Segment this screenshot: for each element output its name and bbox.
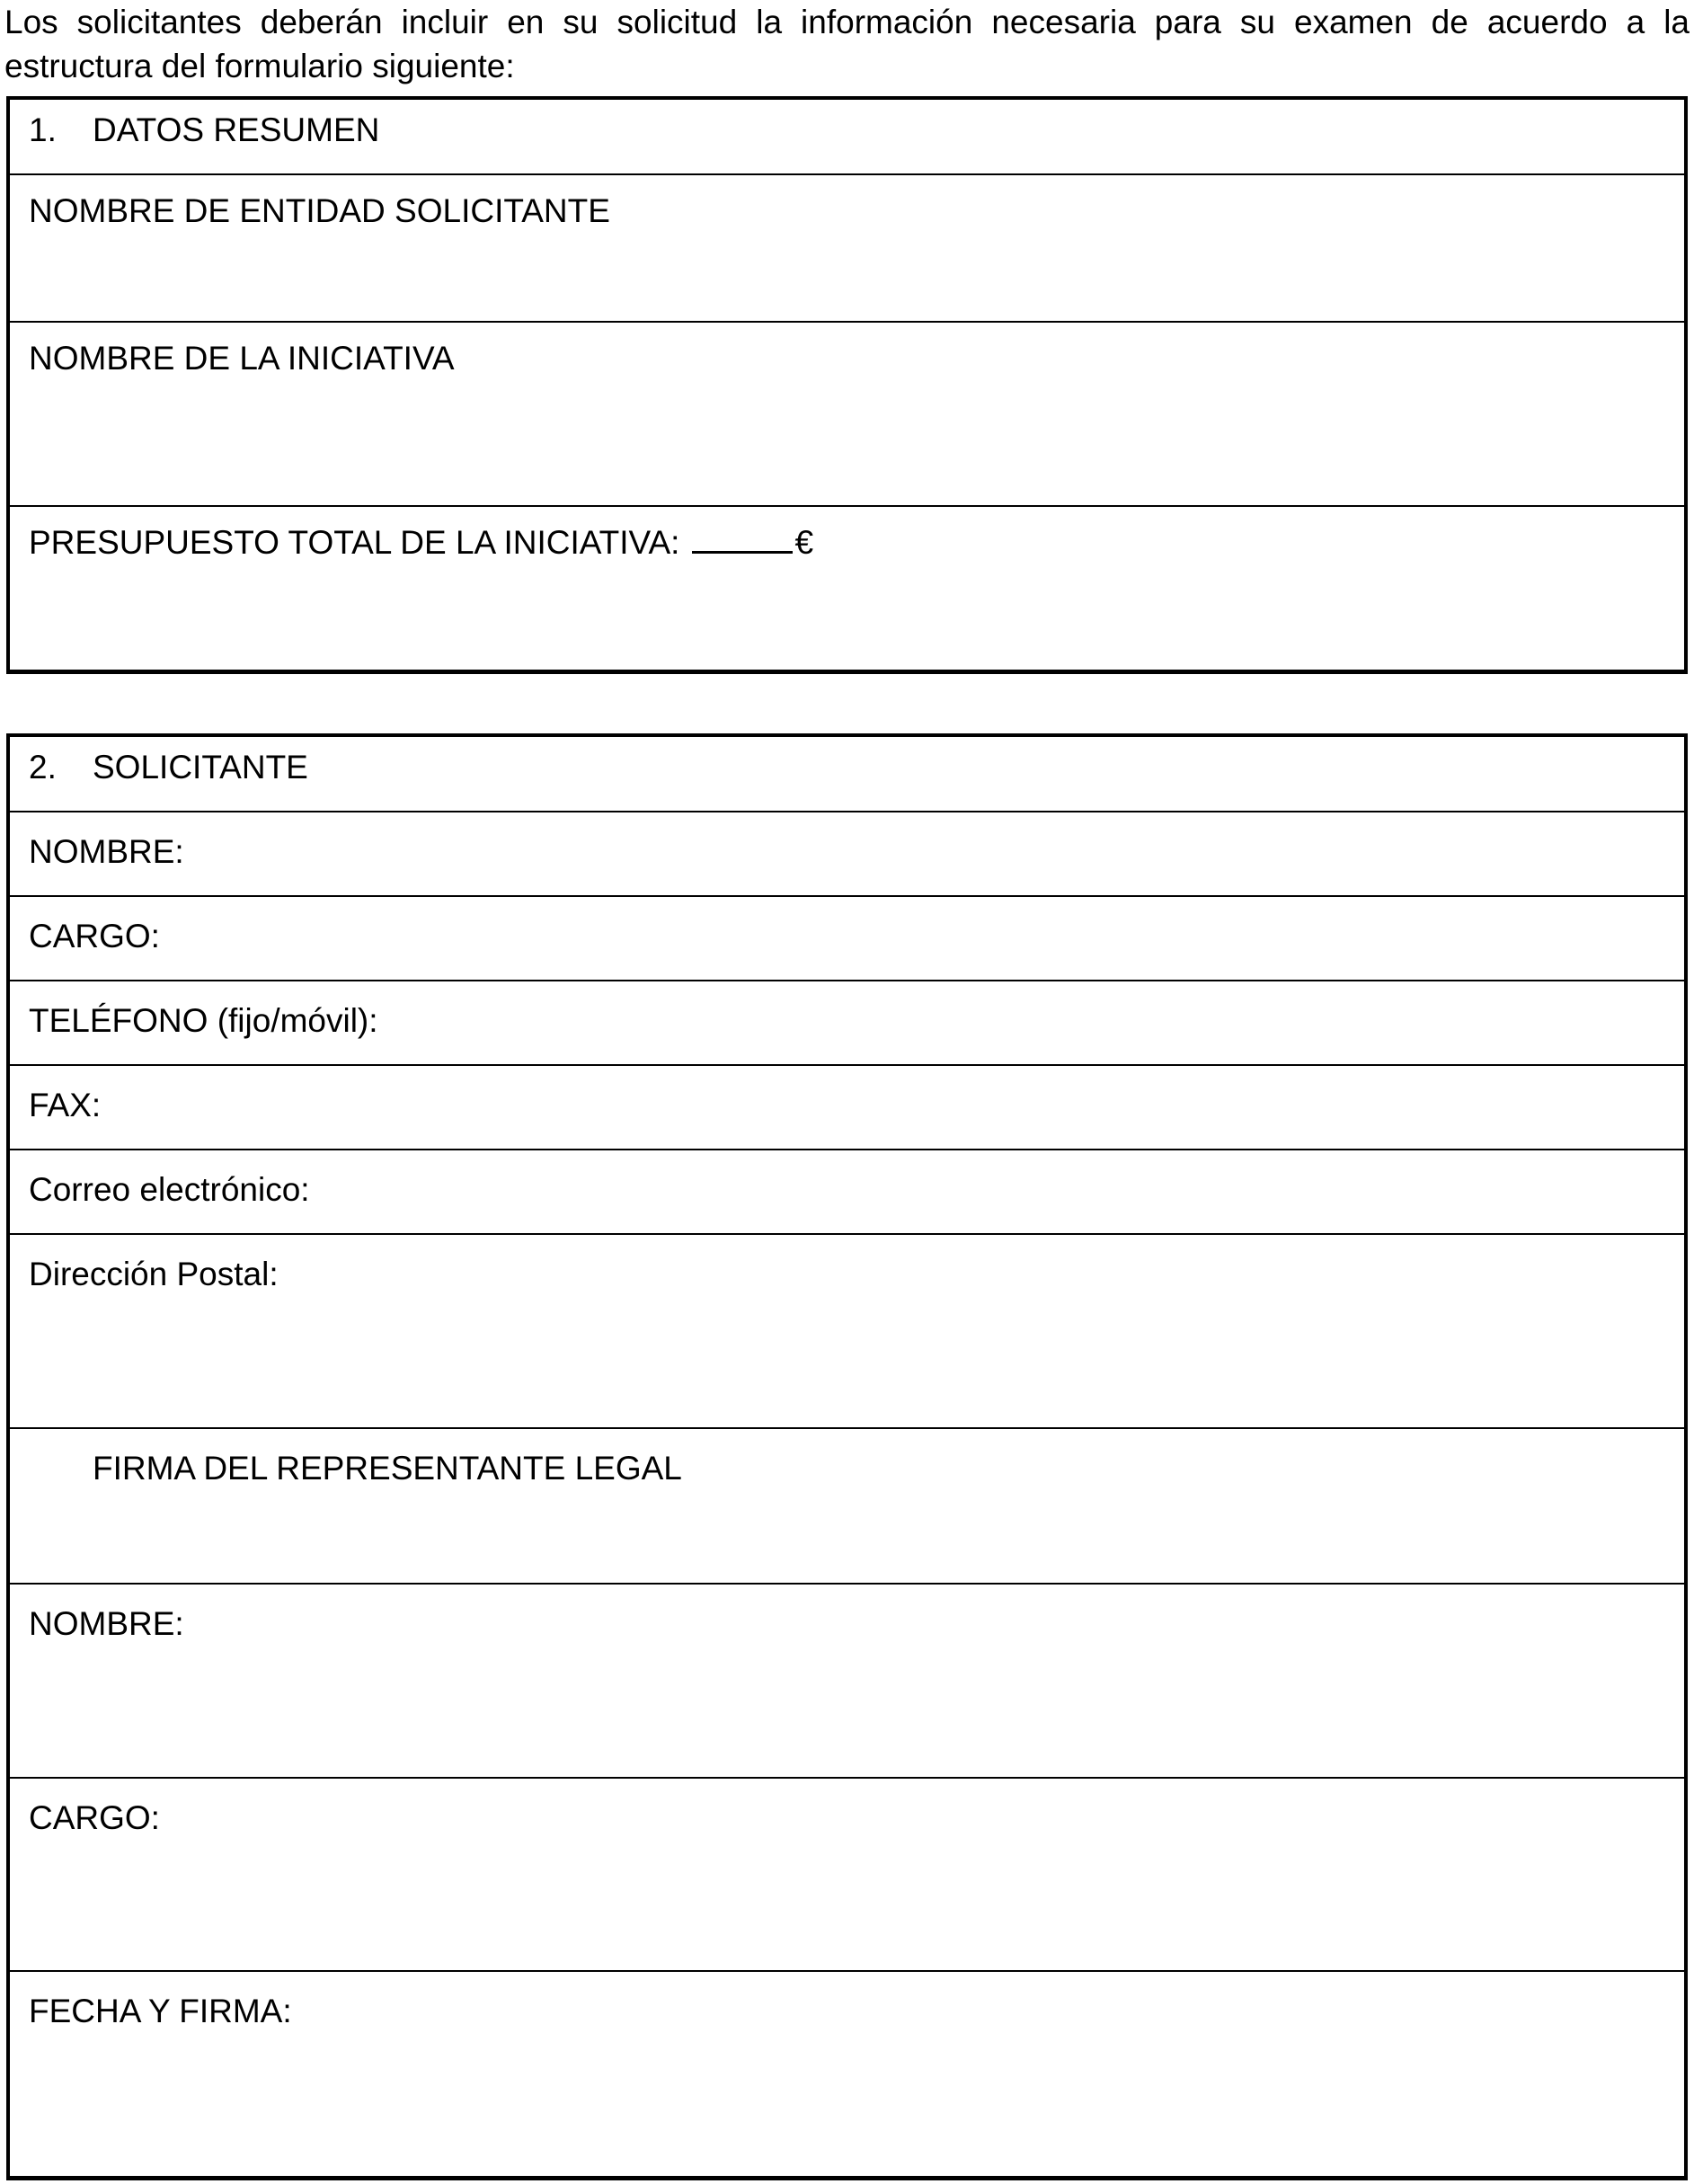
email-label: Correo electrónico: <box>29 1171 310 1208</box>
budget-label: PRESUPUESTO TOTAL DE LA INICIATIVA: <box>29 524 680 561</box>
section-datos-resumen <box>6 96 1688 674</box>
initiative-name-field[interactable] <box>10 323 1684 507</box>
rep-name-field[interactable] <box>10 1585 1684 1779</box>
section-title: DATOS RESUMEN <box>93 111 380 148</box>
applicant-position-label: CARGO: <box>29 918 160 954</box>
applicant-name-field[interactable] <box>10 812 1684 897</box>
rep-position-label: CARGO: <box>29 1799 160 1836</box>
section-number: 1. <box>29 111 57 148</box>
fax-field[interactable] <box>10 1066 1684 1150</box>
section-header <box>10 737 1684 812</box>
initiative-name-label: NOMBRE DE LA INICIATIVA <box>29 340 455 377</box>
date-signature-label: FECHA Y FIRMA: <box>29 1993 292 2029</box>
section-title: SOLICITANTE <box>93 749 308 786</box>
rep-position-field[interactable] <box>10 1779 1684 1972</box>
section-number: 2. <box>29 749 57 786</box>
applicant-position-field[interactable] <box>10 897 1684 981</box>
date-signature-field[interactable] <box>10 1972 1684 2176</box>
budget-blank[interactable] <box>692 524 793 554</box>
rep-name-label: NOMBRE: <box>29 1605 184 1642</box>
postal-address-field[interactable] <box>10 1235 1684 1429</box>
section-solicitante <box>6 733 1688 2180</box>
entity-name-label: NOMBRE DE ENTIDAD SOLICITANTE <box>29 192 610 229</box>
entity-name-field[interactable] <box>10 175 1684 323</box>
fax-label: FAX: <box>29 1087 102 1123</box>
postal-address-label: Dirección Postal: <box>29 1256 279 1292</box>
intro-paragraph: Los solicitantes deberán incluir en su solicitud la información necesaria para su examen de acuerdo a la estructura del formulario siguiente: <box>4 4 1690 84</box>
budget-field <box>10 507 1684 670</box>
email-field[interactable] <box>10 1150 1684 1235</box>
signature-heading-label: FIRMA DEL REPRESENTANTE LEGAL <box>93 1450 682 1487</box>
section-header <box>10 100 1684 175</box>
applicant-name-label: NOMBRE: <box>29 833 184 870</box>
phone-label: TELÉFONO (fijo/móvil): <box>29 1002 378 1039</box>
phone-field[interactable] <box>10 981 1684 1066</box>
currency-symbol: € <box>794 524 814 561</box>
legal-rep-signature-heading <box>10 1429 1684 1585</box>
